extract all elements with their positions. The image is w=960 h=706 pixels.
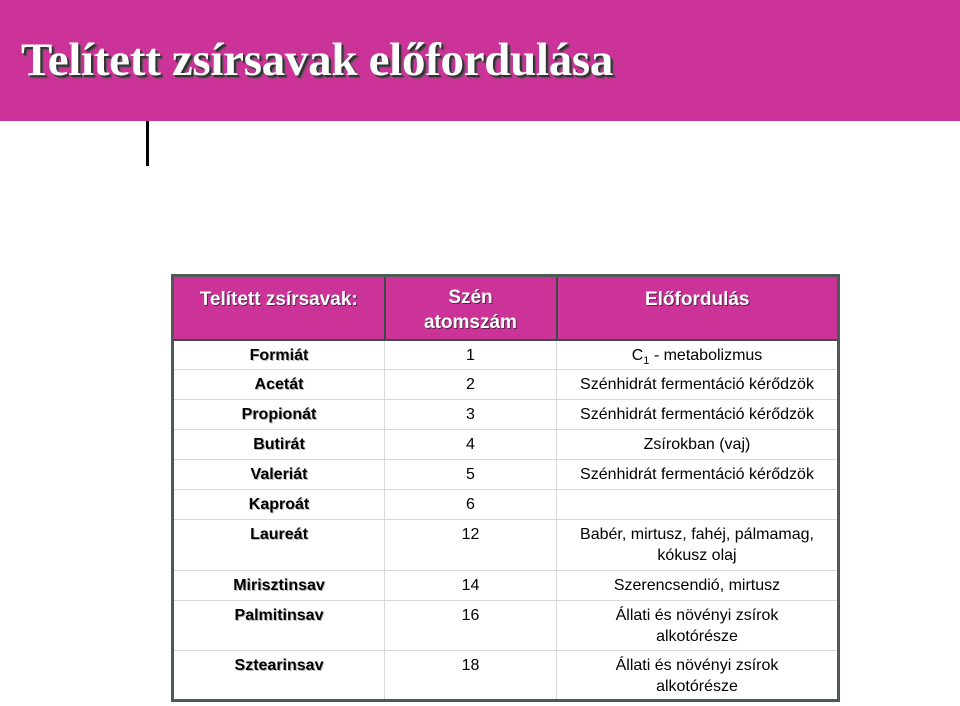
row-carbon: 4 (385, 430, 557, 460)
table-row (173, 400, 839, 430)
row-name: Acetát (173, 370, 385, 400)
row-carbon: 14 (385, 570, 557, 600)
row-carbon: 3 (385, 400, 557, 430)
row-occurrence: Állati és növényi zsírok alkotórésze (557, 650, 839, 700)
text-cursor (146, 121, 149, 166)
occurrence-subscript: 1 (643, 354, 650, 367)
table-row (173, 570, 839, 600)
table-row (173, 650, 839, 700)
row-occurrence: Szénhidrát fermentáció kérődzök (557, 460, 839, 490)
row-occurrence: Zsírokban (vaj) (557, 430, 839, 460)
row-occurrence: Állati és növényi zsírok alkotórésze (557, 600, 839, 650)
row-name: Kaproát (173, 490, 385, 520)
row-carbon: 1 (385, 340, 557, 370)
table-header-row (173, 276, 839, 340)
row-name: Mirisztinsav (173, 570, 385, 600)
row-occurrence (557, 490, 839, 520)
row-name: Butirát (173, 430, 385, 460)
occurrence-tail: - metabolizmus (649, 346, 763, 364)
row-carbon: 18 (385, 650, 557, 700)
row-occurrence: Babér, mirtusz, fahéj, pálmamag, kókusz olaj (557, 520, 839, 570)
row-name: Palmitinsav (173, 600, 385, 650)
row-carbon: 12 (385, 520, 557, 570)
header-occurrence: Előfordulás (557, 276, 839, 340)
table-row (173, 430, 839, 460)
row-occurrence: Szénhidrát fermentáció kérődzök (557, 400, 839, 430)
row-name: Propionát (173, 400, 385, 430)
occurrence-main: C (631, 346, 644, 364)
header-name: Telített zsírsavak: (173, 276, 385, 340)
row-name: Formiát (173, 340, 385, 370)
table-row (173, 460, 839, 490)
row-carbon: 16 (385, 600, 557, 650)
row-occurrence: Szénhidrát fermentáció kérődzök (557, 370, 839, 400)
table-row (173, 370, 839, 400)
row-name: Laureát (173, 520, 385, 570)
row-carbon: 2 (385, 370, 557, 400)
row-carbon: 6 (385, 490, 557, 520)
table-row (173, 340, 839, 370)
row-carbon: 5 (385, 460, 557, 490)
fatty-acid-table (171, 274, 840, 702)
row-occurrence (557, 340, 839, 370)
table-row (173, 520, 839, 570)
slide-title: Telített zsírsavak előfordulása (21, 34, 614, 86)
header-carbon: Szén atomszám (385, 276, 557, 340)
row-name: Sztearinsav (173, 650, 385, 700)
table-row (173, 600, 839, 650)
row-occurrence: Szerencsendió, mirtusz (557, 570, 839, 600)
table-row (173, 490, 839, 520)
row-name: Valeriát (173, 460, 385, 490)
